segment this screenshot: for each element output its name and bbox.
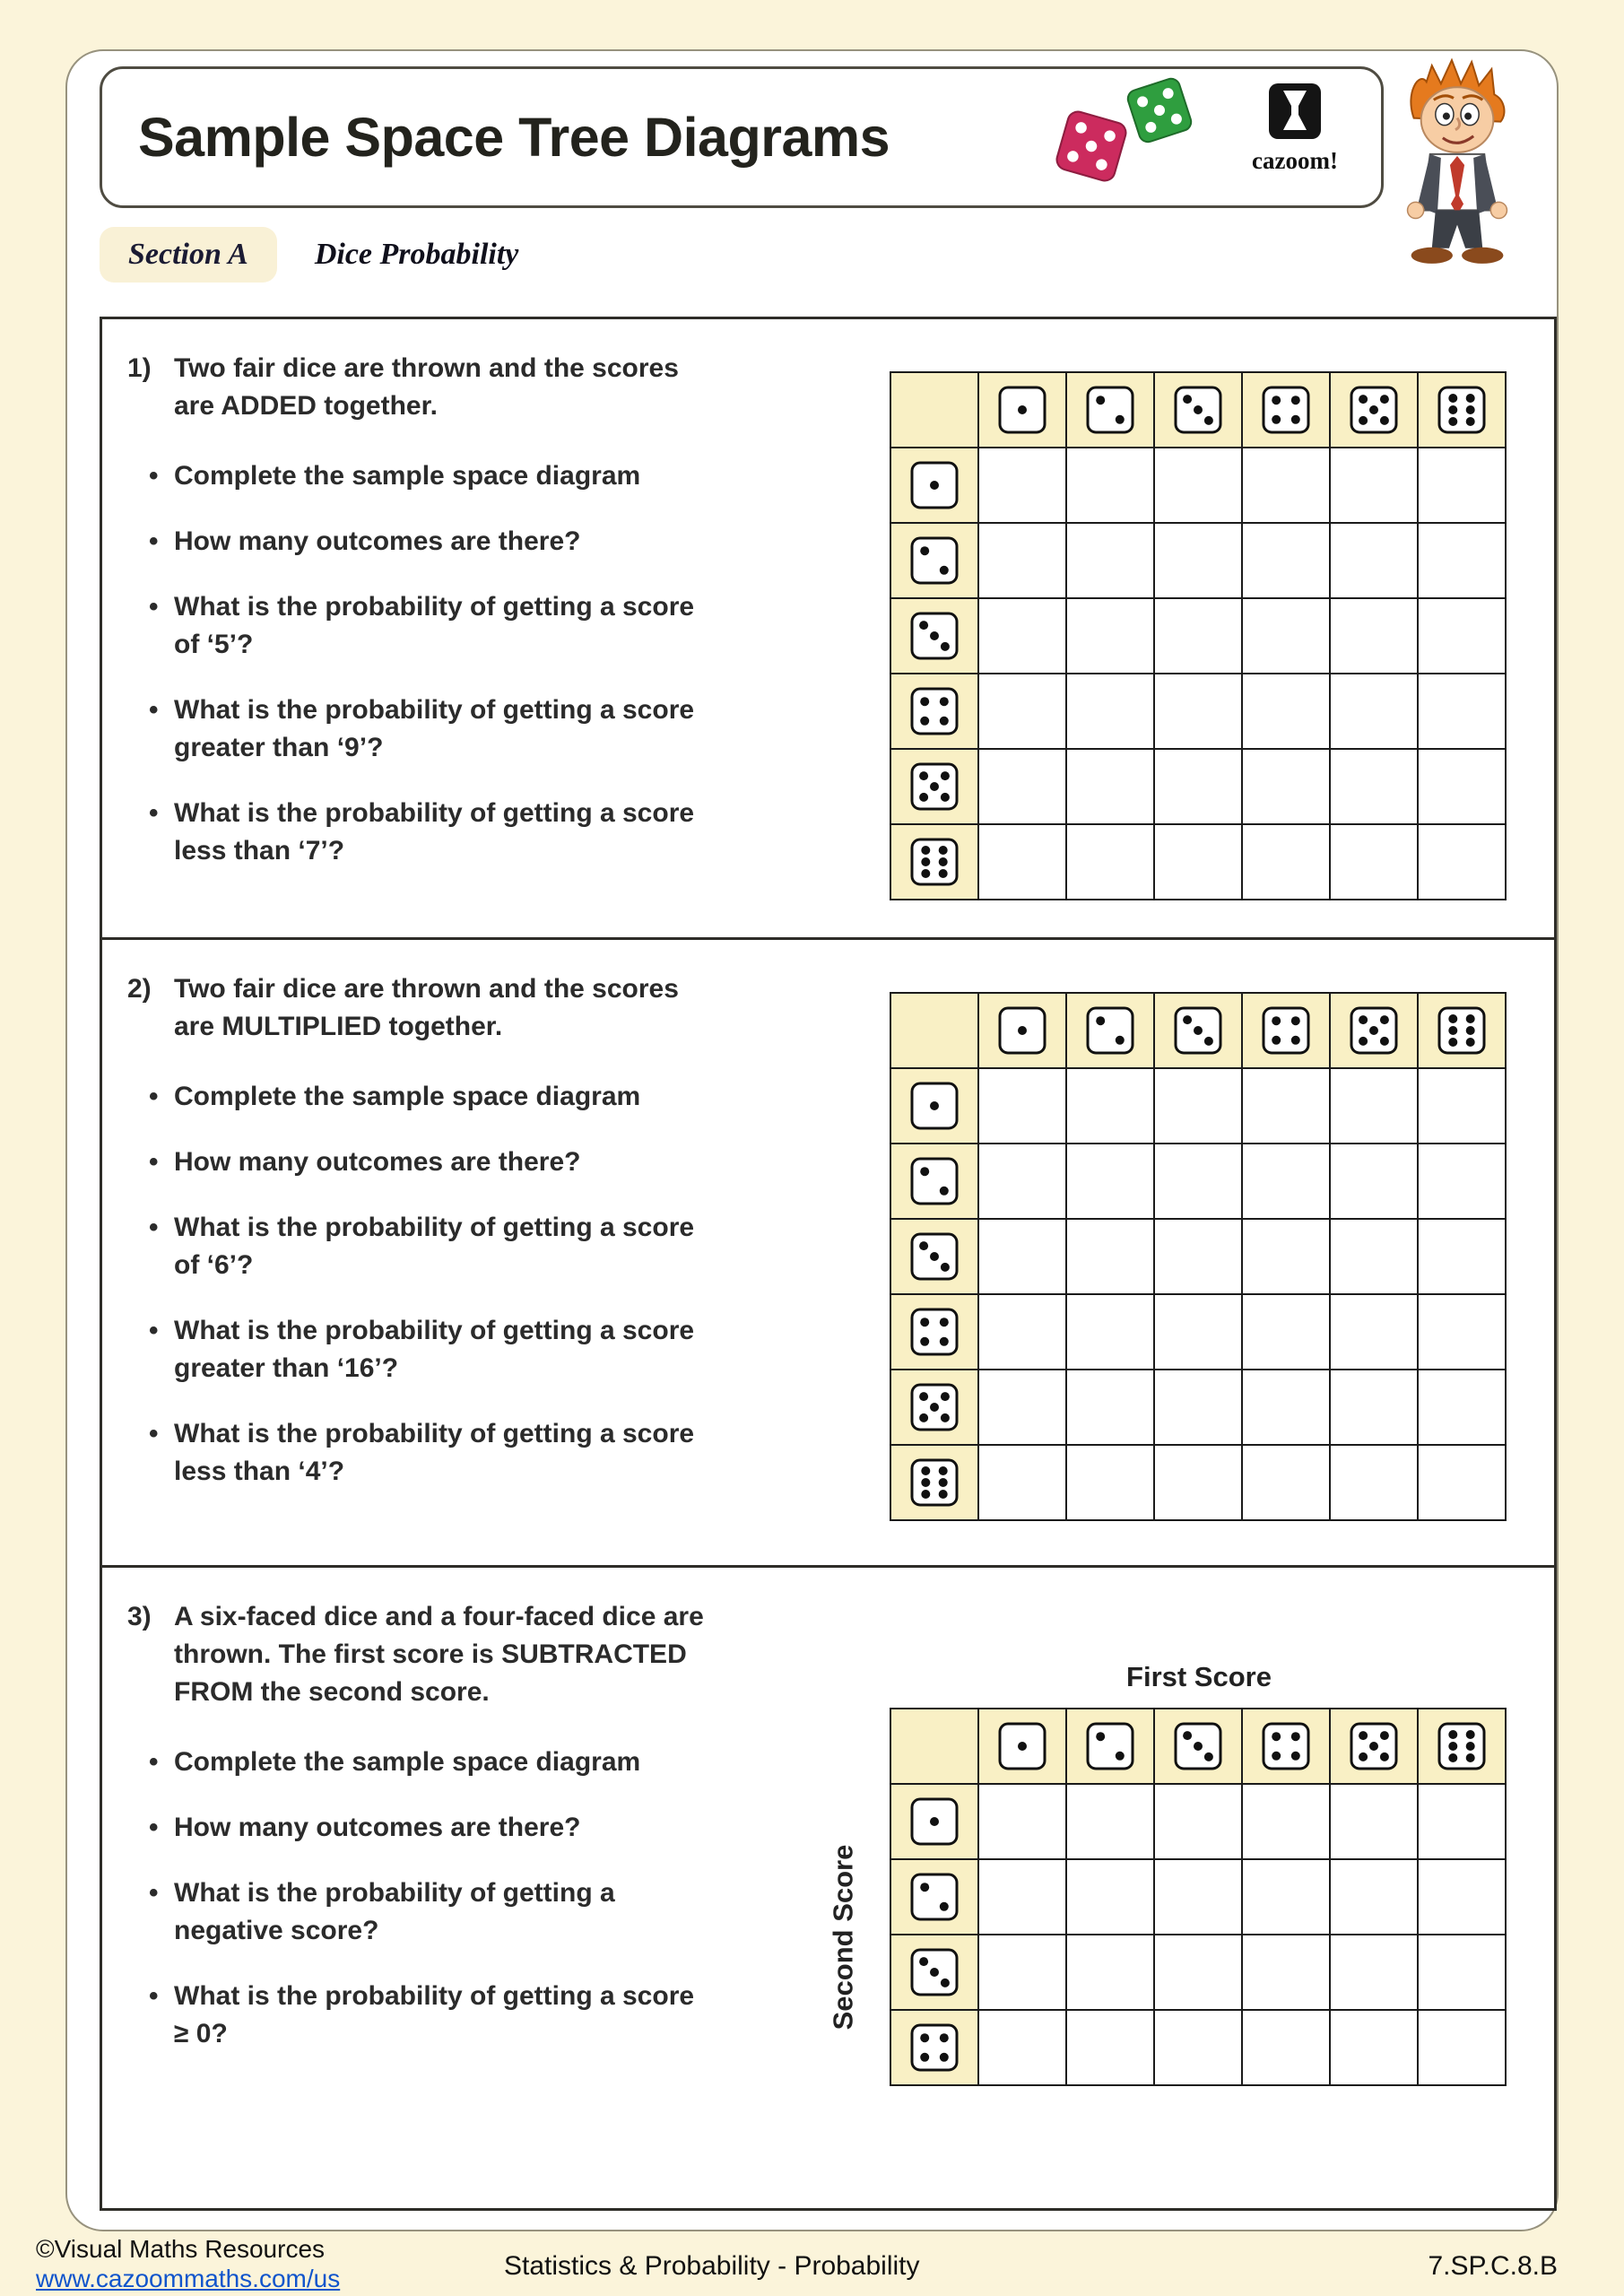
bullet-item: • Complete the sample space diagram	[147, 1078, 699, 1116]
die-3-icon	[1174, 1006, 1222, 1055]
grid-header-cell-die-3	[1154, 372, 1242, 448]
grid-row-header-die-6	[890, 1445, 978, 1520]
grid-answer-cell	[1330, 1784, 1418, 1859]
die-1-icon	[998, 1722, 1046, 1770]
grid-row-header-die-4	[890, 1294, 978, 1370]
grid-answer-cell	[1154, 1144, 1242, 1219]
grid-row-header-die-4	[890, 674, 978, 749]
question-2-text-column	[127, 970, 773, 1518]
die-3-icon	[1174, 386, 1222, 434]
grid-answer-cell	[1154, 598, 1242, 674]
grid-answer-cell	[978, 674, 1066, 749]
footer-topic-text: Statistics & Probability - Probability	[504, 2251, 920, 2281]
second-score-axis-label: Second Score	[827, 1844, 858, 2031]
grid-row-header-die-5	[890, 749, 978, 824]
bullet-item: • How many outcomes are there?	[147, 523, 699, 561]
die-5-icon	[1350, 386, 1398, 434]
grid-answer-cell	[1154, 749, 1242, 824]
die-3-icon	[910, 1232, 959, 1281]
grid-row-header-die-2	[890, 1859, 978, 1935]
grid-answer-cell	[1154, 1068, 1242, 1144]
grid-answer-cell	[1330, 749, 1418, 824]
grid-answer-cell	[1066, 523, 1154, 598]
bullet-item: • What is the probability of getting a score less than ‘4’?	[147, 1415, 699, 1491]
grid-answer-cell	[1418, 1784, 1506, 1859]
die-1-icon	[998, 1006, 1046, 1055]
grid-row-header-die-1	[890, 1784, 978, 1859]
bullet-item: • Complete the sample space diagram	[147, 1744, 699, 1781]
die-2-icon	[1086, 386, 1134, 434]
bullet-item: • What is the probability of getting a score ≥ 0?	[147, 1978, 699, 2053]
grid-answer-cell	[1066, 1935, 1154, 2010]
bullet-item: • What is the probability of getting a score greater than ‘16’?	[147, 1312, 699, 1387]
grid-corner-cell	[890, 1709, 978, 1784]
grid-answer-cell	[1330, 674, 1418, 749]
grid-answer-cell	[1242, 1859, 1330, 1935]
grid-header-cell-die-1	[978, 1709, 1066, 1784]
grid-answer-cell	[1154, 1294, 1242, 1370]
grid-answer-cell	[1330, 1859, 1418, 1935]
grid-answer-cell	[1418, 523, 1506, 598]
grid-answer-cell	[978, 749, 1066, 824]
die-4-icon	[910, 687, 959, 735]
grid-answer-cell	[978, 448, 1066, 523]
worksheet-card	[65, 49, 1559, 2231]
question-3	[102, 1568, 1554, 2208]
grid-header-cell-die-6	[1418, 993, 1506, 1068]
grid-answer-cell	[1154, 1445, 1242, 1520]
grid-answer-cell	[1154, 1784, 1242, 1859]
die-2-icon	[910, 536, 959, 585]
grid-answer-cell	[978, 1144, 1066, 1219]
grid-answer-cell	[1330, 824, 1418, 900]
bullet-item: • What is the probability of getting a score less than ‘7’?	[147, 795, 699, 870]
cazoom-emblem-icon	[1267, 82, 1323, 141]
grid-answer-cell	[1154, 1859, 1242, 1935]
grid-answer-cell	[1418, 674, 1506, 749]
bullet-item: • Complete the sample space diagram	[147, 457, 699, 495]
die-3-icon	[910, 612, 959, 660]
sample-space-grid	[890, 992, 1507, 1521]
grid-answer-cell	[1330, 598, 1418, 674]
grid-header-cell-die-3	[1154, 993, 1242, 1068]
question-text: Two fair dice are thrown and the scores are ADDED together.	[174, 353, 679, 421]
grid-answer-cell	[1330, 1445, 1418, 1520]
grid-answer-cell	[978, 1445, 1066, 1520]
grid-answer-cell	[1418, 448, 1506, 523]
grid-header-cell-die-2	[1066, 372, 1154, 448]
grid-answer-cell	[1330, 1219, 1418, 1294]
die-1-icon	[910, 1797, 959, 1846]
grid-answer-cell	[1154, 1219, 1242, 1294]
grid-header-cell-die-5	[1330, 993, 1418, 1068]
bullet-item: • How many outcomes are there?	[147, 1809, 699, 1847]
grid-row-header-die-4	[890, 2010, 978, 2085]
die-5-icon	[1350, 1722, 1398, 1770]
grid-answer-cell	[1242, 1370, 1330, 1445]
grid-answer-cell	[1242, 1445, 1330, 1520]
sample-space-grid	[890, 371, 1507, 900]
grid-answer-cell	[1418, 1935, 1506, 2010]
section-topic: Dice Probability	[314, 238, 519, 271]
green-die-icon	[1115, 65, 1204, 155]
grid-answer-cell	[978, 1294, 1066, 1370]
website-link[interactable]: www.cazoommaths.com/us	[36, 2265, 341, 2292]
grid-answer-cell	[1418, 1445, 1506, 1520]
questions-box	[100, 317, 1557, 2211]
grid-answer-cell	[1154, 448, 1242, 523]
page-title: Sample Space Tree Diagrams	[138, 107, 890, 168]
question-2	[102, 940, 1554, 1568]
grid-answer-cell	[1242, 824, 1330, 900]
die-1-icon	[998, 386, 1046, 434]
grid-answer-cell	[1242, 749, 1330, 824]
grid-answer-cell	[1330, 1935, 1418, 2010]
grid-answer-cell	[1066, 674, 1154, 749]
grid-answer-cell	[1066, 1294, 1154, 1370]
die-3-icon	[910, 1948, 959, 1996]
die-6-icon	[1437, 386, 1486, 434]
grid-answer-cell	[1418, 824, 1506, 900]
logo-text: cazoom!	[1252, 147, 1338, 174]
grid-answer-cell	[1242, 448, 1330, 523]
grid-answer-cell	[1066, 1219, 1154, 1294]
bullet-list	[147, 1078, 699, 1491]
die-5-icon	[1350, 1006, 1398, 1055]
die-5-icon	[910, 1383, 959, 1431]
grid-answer-cell	[1330, 1144, 1418, 1219]
section-label: Section A	[100, 227, 277, 283]
die-4-icon	[1262, 1722, 1310, 1770]
question-3-text-column	[127, 1598, 773, 2081]
die-6-icon	[910, 838, 959, 886]
grid-header-cell-die-6	[1418, 1709, 1506, 1784]
grid-answer-cell	[1418, 1859, 1506, 1935]
grid-answer-cell	[1418, 749, 1506, 824]
grid-answer-cell	[1242, 1784, 1330, 1859]
grid-header-cell-die-3	[1154, 1709, 1242, 1784]
grid-answer-cell	[1066, 2010, 1154, 2085]
grid-answer-cell	[1242, 598, 1330, 674]
grid-answer-cell	[1154, 523, 1242, 598]
grid-answer-cell	[1330, 2010, 1418, 2085]
grid-header-cell-die-4	[1242, 372, 1330, 448]
title-box	[100, 66, 1384, 208]
question-text: A six-faced dice and a four-faced dice are thrown. The first score is SUBTRACTED FROM the second score.	[174, 1602, 704, 1707]
sample-space-grid-slot	[890, 992, 1507, 1521]
bullet-item: • How many outcomes are there?	[147, 1144, 699, 1181]
die-4-icon	[910, 2023, 959, 2072]
die-4-icon	[910, 1308, 959, 1356]
grid-answer-cell	[1066, 1370, 1154, 1445]
bullet-item: • What is the probability of getting a score of ‘5’?	[147, 588, 699, 664]
grid-answer-cell	[1242, 1935, 1330, 2010]
question-number: 3)	[127, 1602, 152, 1631]
brand-cluster	[1045, 69, 1345, 205]
grid-answer-cell	[1242, 1294, 1330, 1370]
grid-header-cell-die-6	[1418, 372, 1506, 448]
grid-header-cell-die-1	[978, 372, 1066, 448]
bullet-item: • What is the probability of getting a score greater than ‘9’?	[147, 691, 699, 767]
grid-answer-cell	[1330, 1068, 1418, 1144]
grid-answer-cell	[1418, 1370, 1506, 1445]
grid-answer-cell	[978, 1935, 1066, 2010]
grid-row-header-die-3	[890, 598, 978, 674]
grid-answer-cell	[1154, 1935, 1242, 2010]
bullet-list	[147, 1744, 699, 2053]
grid-row-header-die-6	[890, 824, 978, 900]
grid-row-header-die-3	[890, 1935, 978, 2010]
grid-answer-cell	[1066, 1445, 1154, 1520]
grid-answer-cell	[1154, 1370, 1242, 1445]
grid-answer-cell	[1154, 824, 1242, 900]
question-text: Two fair dice are thrown and the scores are MULTIPLIED together.	[174, 974, 679, 1041]
die-3-icon	[1174, 1722, 1222, 1770]
grid-answer-cell	[1066, 749, 1154, 824]
grid-answer-cell	[1418, 1294, 1506, 1370]
grid-answer-cell	[1330, 1370, 1418, 1445]
grid-row-header-die-2	[890, 523, 978, 598]
sample-space-grid-slot	[890, 1708, 1507, 2086]
sample-space-grid-slot	[890, 371, 1507, 900]
mascot-character	[1379, 55, 1533, 272]
die-4-icon	[1262, 386, 1310, 434]
bullet-item: • What is the probability of getting a negative score?	[147, 1874, 699, 1950]
grid-answer-cell	[978, 824, 1066, 900]
grid-header-cell-die-4	[1242, 1709, 1330, 1784]
grid-answer-cell	[1242, 2010, 1330, 2085]
grid-corner-cell	[890, 372, 978, 448]
die-5-icon	[910, 762, 959, 811]
die-4-icon	[1262, 1006, 1310, 1055]
grid-row-header-die-1	[890, 448, 978, 523]
grid-answer-cell	[1242, 674, 1330, 749]
grid-header-cell-die-5	[1330, 372, 1418, 448]
question-number: 2)	[127, 974, 152, 1004]
die-2-icon	[910, 1873, 959, 1921]
grid-answer-cell	[978, 1370, 1066, 1445]
cazoom-logo	[1245, 82, 1345, 175]
die-2-icon	[1086, 1006, 1134, 1055]
grid-answer-cell	[1242, 1219, 1330, 1294]
copyright-text: ©Visual Maths Resources	[36, 2235, 326, 2263]
grid-header-cell-die-2	[1066, 993, 1154, 1068]
die-2-icon	[1086, 1722, 1134, 1770]
grid-answer-cell	[1418, 1219, 1506, 1294]
grid-row-header-die-5	[890, 1370, 978, 1445]
grid-answer-cell	[978, 523, 1066, 598]
grid-answer-cell	[1066, 1784, 1154, 1859]
die-1-icon	[910, 1082, 959, 1130]
grid-answer-cell	[1242, 1068, 1330, 1144]
first-score-axis-label: First Score	[1126, 1661, 1272, 1692]
grid-answer-cell	[978, 1068, 1066, 1144]
bullet-item: • What is the probability of getting a score of ‘6’?	[147, 1209, 699, 1284]
grid-header-cell-die-4	[1242, 993, 1330, 1068]
die-6-icon	[1437, 1722, 1486, 1770]
grid-answer-cell	[1330, 448, 1418, 523]
question-1-text-column	[127, 350, 773, 898]
grid-answer-cell	[978, 1219, 1066, 1294]
grid-row-header-die-2	[890, 1144, 978, 1219]
die-1-icon	[910, 461, 959, 509]
grid-answer-cell	[1066, 1859, 1154, 1935]
die-6-icon	[1437, 1006, 1486, 1055]
copyright-block	[36, 2235, 340, 2293]
grid-answer-cell	[1418, 598, 1506, 674]
grid-row-header-die-3	[890, 1219, 978, 1294]
grid-answer-cell	[1242, 523, 1330, 598]
grid-row-header-die-1	[890, 1068, 978, 1144]
question-1	[102, 319, 1554, 940]
grid-header-cell-die-5	[1330, 1709, 1418, 1784]
grid-answer-cell	[1066, 1144, 1154, 1219]
grid-header-cell-die-1	[978, 993, 1066, 1068]
grid-answer-cell	[1066, 598, 1154, 674]
grid-answer-cell	[1066, 824, 1154, 900]
grid-answer-cell	[1066, 1068, 1154, 1144]
grid-answer-cell	[978, 598, 1066, 674]
grid-answer-cell	[1154, 674, 1242, 749]
grid-answer-cell	[1242, 1144, 1330, 1219]
grid-answer-cell	[1066, 448, 1154, 523]
bullet-list	[147, 457, 699, 870]
page-footer	[36, 2235, 1588, 2292]
grid-answer-cell	[1330, 1294, 1418, 1370]
grid-answer-cell	[1418, 1144, 1506, 1219]
question-number: 1)	[127, 353, 152, 383]
grid-answer-cell	[978, 1784, 1066, 1859]
sample-space-grid	[890, 1708, 1507, 2086]
grid-answer-cell	[978, 2010, 1066, 2085]
grid-answer-cell	[1330, 523, 1418, 598]
grid-header-cell-die-2	[1066, 1709, 1154, 1784]
die-2-icon	[910, 1157, 959, 1205]
die-6-icon	[910, 1458, 959, 1507]
grid-answer-cell	[1418, 1068, 1506, 1144]
grid-answer-cell	[1418, 2010, 1506, 2085]
grid-answer-cell	[978, 1859, 1066, 1935]
grid-corner-cell	[890, 993, 978, 1068]
standard-code: 7.SP.C.8.B	[1428, 2251, 1558, 2281]
section-heading	[100, 227, 518, 283]
grid-answer-cell	[1154, 2010, 1242, 2085]
